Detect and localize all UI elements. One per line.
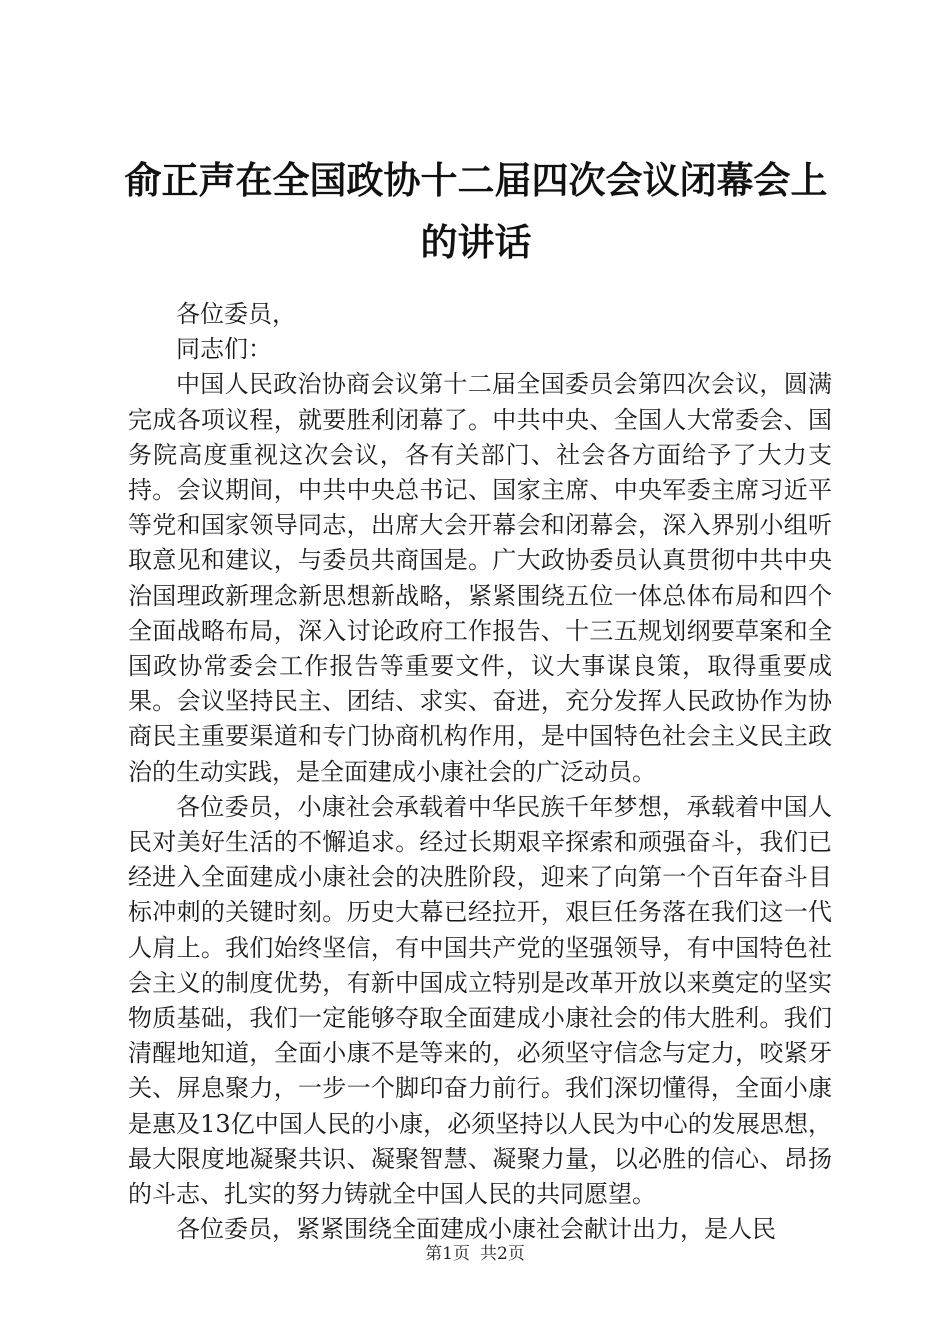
paragraph: 各位委员，紧紧围绕全面建成小康社会献计出力，是人民 (176, 1215, 776, 1244)
page-number: 第1页 (425, 1244, 470, 1264)
salutation-members: 各位委员， (176, 300, 296, 328)
salutation-comrades: 同志们： (176, 335, 272, 364)
paragraph: 各位委员，小康社会承载着中华民族千年梦想，承载着中国人民对美好生活的不懈追求。经过长期艰辛探索和顽强奋斗，我们已经进入全面建成小康社会的决胜阶段，迎来了向第一个百年奋斗目标冲刺的关键时刻。历史大幕已经拉开，艰巨任务落在我们这一代人肩上。我们始终坚信，有中国共产党的坚强领导，有中国特色社会主义的制度优势，有新中国成立特别是改革开放以来奠定的坚实物质基础，我们一定能够夺取全面建成小康社会的伟大胜利。我们清醒地知道，全面小康不是等来的，必须坚守信念与定力，咬紧牙关、屏息聚力，一步一个脚印奋力前行。我们深切懂得，全面小康是惠及13亿中国人民的小康，必须坚持以人民为中心的发展思想，最大限度地凝聚共识、凝聚智慧、凝聚力量，以必胜的信心、昂扬的斗志、扎实的努力铸就全中国人民的共同愿望。 (128, 792, 832, 1209)
document-body (128, 297, 832, 1247)
document-title: 俞正声在全国政协十二届四次会议闭幕会上的讲话 (124, 159, 828, 264)
page-footer (0, 1242, 950, 1266)
page-total: 共2页 (480, 1244, 525, 1264)
paragraph: 中国人民政治协商会议第十二届全国委员会第四次会议，圆满完成各项议程，就要胜利闭幕了。中共中央、全国人大常委会、国务院高度重视这次会议，各有关部门、社会各方面给予了大力支持。会议期间，中共中央总书记、国家主席、中央军委主席习近平等党和国家领导同志，出席大会开幕会和闭幕会，深入界别小组听取意见和建议，与委员共商国是。广大政协委员认真贯彻中共中央治国理政新理念新思想新战略，紧紧围绕五位一体总体布局和四个全面战略布局，深入讨论政府工作报告、十三五规划纲要草案和全国政协常委会工作报告等重要文件，议大事谋良策，取得重要成果。会议坚持民主、团结、求实、奋进，充分发挥人民政协作为协商民主重要渠道和专门协商机构作用，是中国特色社会主义民主政治的生动实践，是全面建成小康社会的广泛动员。 (128, 370, 832, 786)
